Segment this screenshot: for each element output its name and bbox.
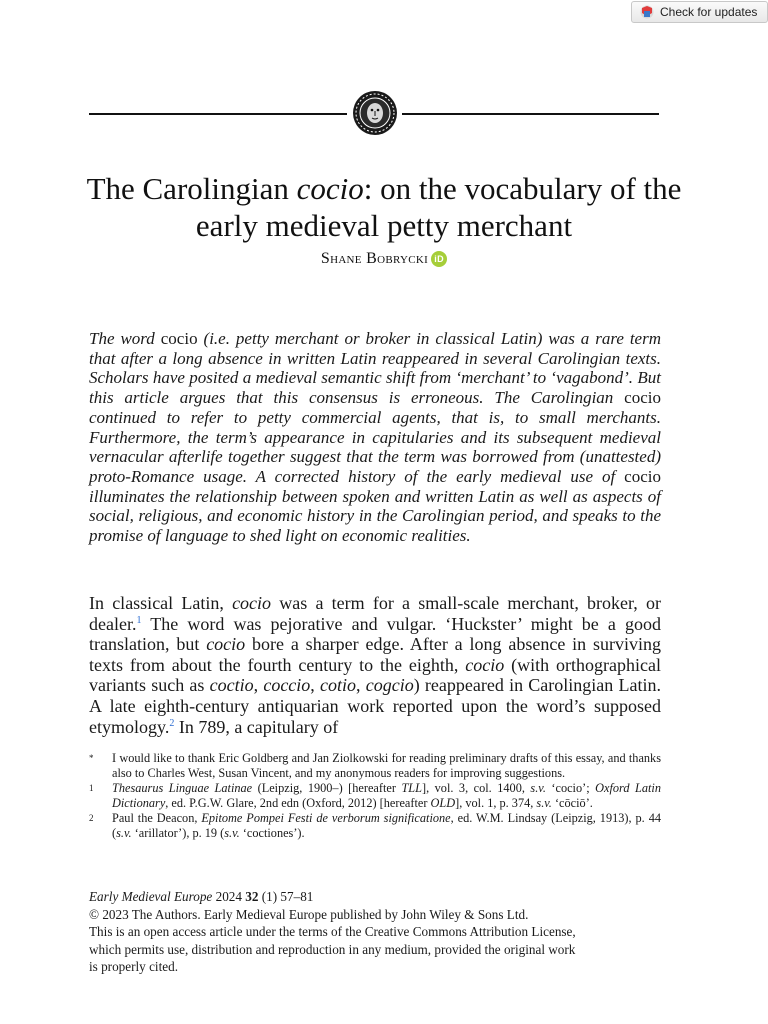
crossmark-icon [640,5,654,19]
citation-line: Early Medieval Europe 2024 32 (1) 57–81 [89,889,314,904]
article-title: The Carolingian cocio: on the vocabulary of the early medieval petty merchant [86,171,682,243]
footnote-1: 1 Thesaurus Linguae Latinae (Leipzig, 1900–) [hereafter TLL], vol. 3, col. 1400, s.v. ‘cocio’; Oxford Latin Dictionary, ed. P.G.W. Glare, 2nd edn (Oxford, 2012) [hereafter OLD], vol. 1, p. 374, s.v. ‘cōciō’. [89,781,661,810]
author-line [0,250,768,268]
license-line-1: This is an open access article under the terms of the Creative Commons Attribution License, [89,924,576,939]
license-line-3: is properly cited. [89,959,178,974]
orcid-icon[interactable]: iD [431,251,447,267]
journal-info [89,888,669,976]
check-for-updates-button[interactable] [631,1,768,23]
journal-seal-icon [352,90,398,136]
footnote-star: * I would like to thank Eric Goldberg and Jan Ziolkowski for reading preliminary drafts of this essay, and thanks also to Charles West, Susan Vincent, and my anonymous readers for improving suggestions. [89,751,661,780]
footnotes [89,751,661,842]
header-rule-left [89,113,347,115]
author-name[interactable]: Shane Bobrycki [320,250,429,267]
header-rule-right [402,113,659,115]
footnote-ref-2[interactable]: 2 [169,717,175,729]
license-line-2: which permits use, distribution and reproduction in any medium, provided the original work [89,941,576,957]
footnote-ref-1[interactable]: 1 [136,614,142,626]
footnote-2: 2 Paul the Deacon, Epitome Pompei Festi de verborum significatione, ed. W.M. Lindsay (Leipzig, 1913), p. 44 (s.v. ‘arillator’), p. 19 (s.v. ‘coctiones’). [89,811,661,840]
abstract: The word cocio (i.e. petty merchant or broker in classical Latin) was a rare term that after a long absence in written Latin reappeared in several Carolingian texts. Scholars have posited a medieval semantic shift from ‘merchant’ to ‘vagabond’. But this article argues that this consensus is erroneous. The Carolingian cocio continued to refer to petty commercial agents, that is, to small merchants. Furthermore, the term’s appearance in capitularies and its subsequent medieval vernacular afterlife together suggest that the term was borrowed from (unattested) proto-Romance usage. A corrected history of the early medieval use of cocio illuminates the relationship between spoken and written Latin as well as aspects of social, religious, and economic history in the Carolingian period, and speaks to the promise of language to shed light on economic realities. [89,329,661,546]
check-for-updates-label: Check for updates [660,5,758,19]
body-paragraph: In classical Latin, cocio was a term for a small-scale merchant, broker, or dealer.$^1$ The word was pejorative and vulgar. ‘Huckster’ might be a good translation, but cocio bore a sharper edge. After a long absence in surviving texts from about the fourth century to the eighth, cocio (with orthographical variants such as coctio, coccio, cotio, cogcio) reappeared in Carolingian Latin. A late eighth-century antiquarian work reported upon the word’s supposed etymology.$^2$ In 789, a capitulary of [89,593,661,737]
copyright-line: © 2023 The Authors. Early Medieval Europe published by John Wiley & Sons Ltd. [89,906,529,922]
